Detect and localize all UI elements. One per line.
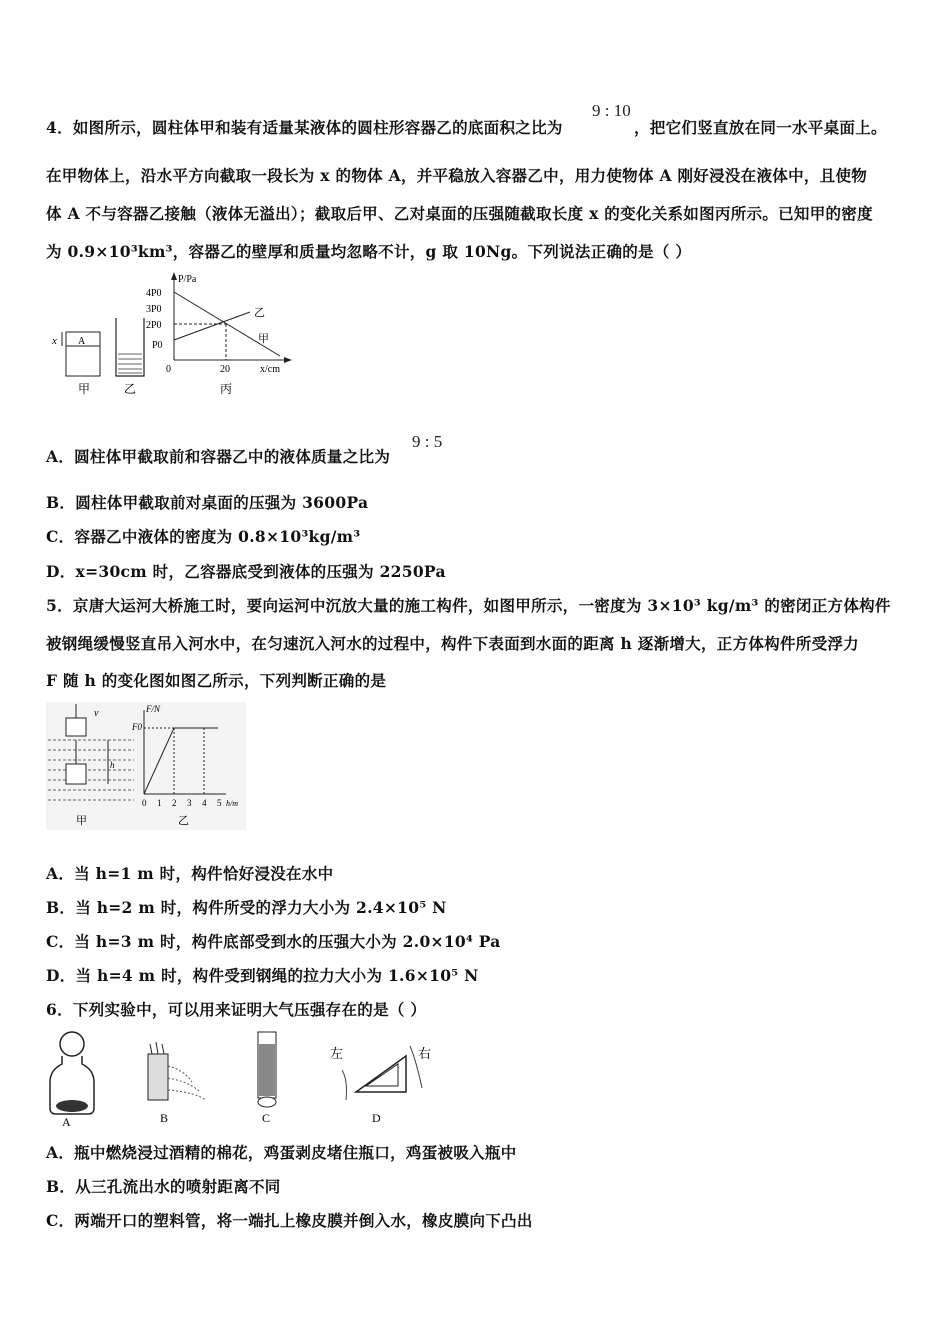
q4-option-a: A．圆柱体甲截取前和容器乙中的液体质量之比为 bbox=[46, 447, 391, 466]
q5-option-c: C．当 h=3 m 时，构件底部受到水的压强大小为 2.0×10⁴ Pa bbox=[46, 932, 501, 951]
q4-tick-p0: P0 bbox=[152, 340, 163, 351]
q6-egg-icon bbox=[60, 1032, 84, 1056]
q6-tube-water bbox=[259, 1044, 275, 1096]
q5-label-jia: 甲 bbox=[76, 815, 87, 827]
q4-line3: 体 A 不与容器乙接触（液体无溢出）；截取后甲、乙对桌面的压强随截取长度 x 的变化关系如图丙所示。已知甲的密度 bbox=[46, 204, 873, 223]
q5-axis-x: h/m bbox=[226, 799, 238, 808]
q4-option-d: D．x=30cm 时，乙容器底受到液体的压强为 2250Pa bbox=[46, 562, 446, 581]
q5-tick-2: 2 bbox=[172, 798, 177, 808]
q6-option-a: A．瓶中燃烧浸过酒精的棉花，鸡蛋剥皮堵住瓶口，鸡蛋被吸入瓶中 bbox=[46, 1143, 517, 1162]
q5-label-yi: 乙 bbox=[178, 815, 189, 827]
q5-line3: F 随 h 的变化图如图乙所示，下列判断正确的是 bbox=[46, 671, 387, 690]
q4-liquid bbox=[118, 354, 142, 373]
q4-curve-yi-label: 乙 bbox=[254, 307, 265, 319]
q6-label-c: C bbox=[262, 1111, 271, 1125]
q5-f0: F0 bbox=[132, 722, 142, 732]
q4-ratio: 9 : 10 bbox=[592, 101, 631, 120]
q6-membrane-icon bbox=[258, 1097, 276, 1107]
q4-axis-y: P/Pa bbox=[178, 274, 197, 285]
q4-line1 bbox=[46, 116, 563, 138]
q4-line1-text: 4．如图所示，圆柱体甲和装有适量某液体的圆柱形容器乙的底面积之比为 bbox=[46, 118, 563, 137]
q6-label-b: B bbox=[160, 1111, 169, 1125]
q6-cotton-icon bbox=[56, 1100, 88, 1112]
q4-line1-end: ，把它们竖直放在同一水平桌面上。 bbox=[634, 118, 887, 137]
q4-figure bbox=[48, 268, 298, 400]
q5-tick-4: 4 bbox=[202, 798, 207, 808]
q5-tick-1: 1 bbox=[157, 798, 162, 808]
q6-holes-container-icon bbox=[148, 1054, 168, 1100]
q4-curve-yi bbox=[174, 312, 250, 340]
q6-right-label: 右 bbox=[418, 1046, 432, 1061]
q4-tick-2p0: 2P0 bbox=[146, 320, 162, 331]
q5-option-b: B．当 h=2 m 时，构件所受的浮力大小为 2.4×10⁵ N bbox=[46, 898, 447, 917]
q6-water-jets bbox=[168, 1066, 206, 1100]
q4-line4: 为 0.9×10³km³，容器乙的壁厚和质量均忽略不计，g 取 10Ng。下列说法正确的是（ ） bbox=[46, 242, 692, 261]
q6-label-d: D bbox=[372, 1111, 381, 1125]
q5-cube-top bbox=[66, 718, 86, 736]
q5-tick-3: 3 bbox=[187, 798, 192, 808]
q4-tick-20: 20 bbox=[220, 364, 230, 375]
q6-option-b: B．从三孔流出水的喷射距离不同 bbox=[46, 1177, 281, 1196]
q4-line2: 在甲物体上，沿水平方向截取一段长为 x 的物体 A，并平稳放入容器乙中，用力使物体 A 刚好浸没在液体中，且使物 bbox=[46, 166, 868, 185]
q5-line2: 被钢绳缓慢竖直吊入河水中，在匀速沉入河水的过程中，构件下表面到水面的距离 h 逐渐增大，正方体构件所受浮力 bbox=[46, 634, 859, 653]
q4-option-c: C．容器乙中液体的密度为 0.8×10³kg/m³ bbox=[46, 527, 361, 546]
q4-axis-x: x/cm bbox=[260, 364, 280, 375]
q4-label-jia: 甲 bbox=[78, 382, 91, 396]
q4-option-b: B．圆柱体甲截取前对桌面的压强为 3600Pa bbox=[46, 493, 369, 512]
q5-figure bbox=[46, 702, 246, 830]
q6-left-label: 左 bbox=[330, 1046, 344, 1061]
q4-tick-origin: 0 bbox=[166, 364, 171, 375]
q4-label-bing: 丙 bbox=[220, 382, 233, 396]
q5-axis-y: F/N bbox=[146, 704, 161, 714]
q4-curve-jia-label: 甲 bbox=[258, 333, 269, 345]
q5-option-d: D．当 h=4 m 时，构件受到钢绳的拉力大小为 1.6×10⁵ N bbox=[46, 966, 479, 985]
q6-option-c: C．两端开口的塑料管，将一端扎上橡皮膜并倒入水，橡皮膜向下凸出 bbox=[46, 1211, 533, 1230]
q4-option-a-ratio: 9 : 5 bbox=[412, 432, 443, 451]
q4-tick-4p0: 4P0 bbox=[146, 288, 162, 299]
q4-x-label: x bbox=[52, 335, 57, 347]
q6-figure bbox=[44, 1030, 444, 1130]
q4-tick-3p0: 3P0 bbox=[146, 304, 162, 315]
q5-cube-submerged bbox=[66, 764, 86, 784]
q5-tick-0: 0 bbox=[142, 798, 147, 808]
q4-label-yi: 乙 bbox=[124, 382, 137, 396]
q6-label-a: A bbox=[62, 1115, 71, 1129]
q5-h-label: h bbox=[110, 760, 115, 770]
q5-option-a: A．当 h=1 m 时，构件恰好浸没在水中 bbox=[46, 864, 334, 883]
q4-container-yi bbox=[116, 318, 144, 376]
q5-tick-5: 5 bbox=[217, 798, 222, 808]
q4-A-label: A bbox=[78, 336, 86, 347]
q6-line1: 6．下列实验中，可以用来证明大气压强存在的是（ ） bbox=[46, 1000, 427, 1019]
q5-line1: 5．京唐大运河大桥施工时，要向运河中沉放大量的施工构件，如图甲所示，一密度为 3×10³ kg/m³ 的密闭正方体构件 bbox=[46, 596, 891, 615]
q5-v-label: v bbox=[94, 708, 99, 719]
